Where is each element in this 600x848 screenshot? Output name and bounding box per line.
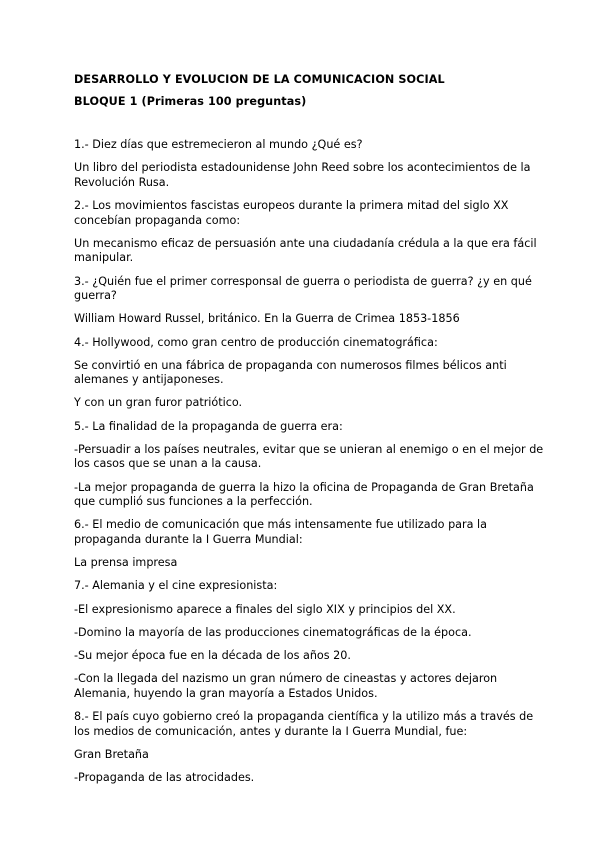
paragraph-a6: La prensa impresa (74, 556, 178, 570)
paragraph-a4: Se convirtió en una fábrica de propaganda con numerosos filmes bélicos anti alemanes y antijaponeses. (74, 358, 507, 387)
paragraph-a1: Un libro del periodista estadounidense John Reed sobre los acontecimientos de la Revolución Rusa. (74, 161, 531, 189)
document-subtitle: BLOQUE 1 (Primeras 100 preguntas) (74, 95, 307, 108)
paragraph-a7b: -Domino la mayoría de las producciones cinematográficas de la época. (74, 625, 472, 639)
paragraph-q5: 5.- La finalidad de la propaganda de guerra era: (74, 419, 343, 433)
paragraph-q4: 4.- Hollywood, como gran centro de producción cinematográfica: (74, 335, 438, 349)
paragraph-a4b: Y con un gran furor patriótico. (74, 396, 243, 410)
document-body (74, 138, 546, 794)
paragraph-q2: 2.- Los movimientos fascistas europeos durante la primera mitad del siglo XX concebían propaganda como: (74, 198, 509, 227)
paragraph-a7d: -Con la llegada del nazismo un gran número de cineastas y actores dejaron Alemania, huyendo la gran mayoría a Estados Unidos. (74, 672, 498, 700)
paragraph-a8: Gran Bretaña (74, 747, 149, 761)
paragraph-q6: 6.- El medio de comunicación que más intensamente fue utilizado para la propaganda durante la I Guerra Mundial: (74, 518, 488, 546)
paragraph-a2: Un mecanismo eficaz de persuasión ante una ciudadanía crédula a la que era fácil manipular. (74, 236, 537, 265)
paragraph-q1: 1.- Diez días que estremecieron al mundo ¿Qué es? (74, 138, 363, 151)
paragraph-a7a: -El expresionismo aparece a finales del siglo XIX y principios del XX. (74, 602, 456, 616)
paragraph-q8: 8.- El país cuyo gobierno creó la propaganda científica y la utilizo más a través de los medios de comunicación, antes y durante la I Guerra Mundial, fue: (74, 709, 534, 738)
paragraph-q7: 7.- Alemania y el cine expresionista: (74, 579, 278, 593)
paragraph-a7c: -Su mejor época fue en la década de los años 20. (74, 648, 351, 662)
paragraph-a3: William Howard Russel, británico. En la Guerra de Crimea 1853-1856 (74, 312, 460, 326)
paragraph-q3: 3.- ¿Quién fue el primer corresponsal de guerra o periodista de guerra? ¿y en qué guerra? (74, 274, 532, 303)
paragraph-a5b: -La mejor propaganda de guerra la hizo la oficina de Propaganda de Gran Bretaña que cumplió sus funciones a la perfección. (74, 480, 534, 509)
document-title: DESARROLLO Y EVOLUCION DE LA COMUNICACION SOCIAL (74, 73, 445, 86)
paragraph-a8b: -Propaganda de las atrocidades. (74, 770, 255, 784)
paragraph-a5: -Persuadir a los países neutrales, evitar que se unieran al enemigo o en el mejor de los casos que se unan a la causa. (74, 442, 544, 471)
